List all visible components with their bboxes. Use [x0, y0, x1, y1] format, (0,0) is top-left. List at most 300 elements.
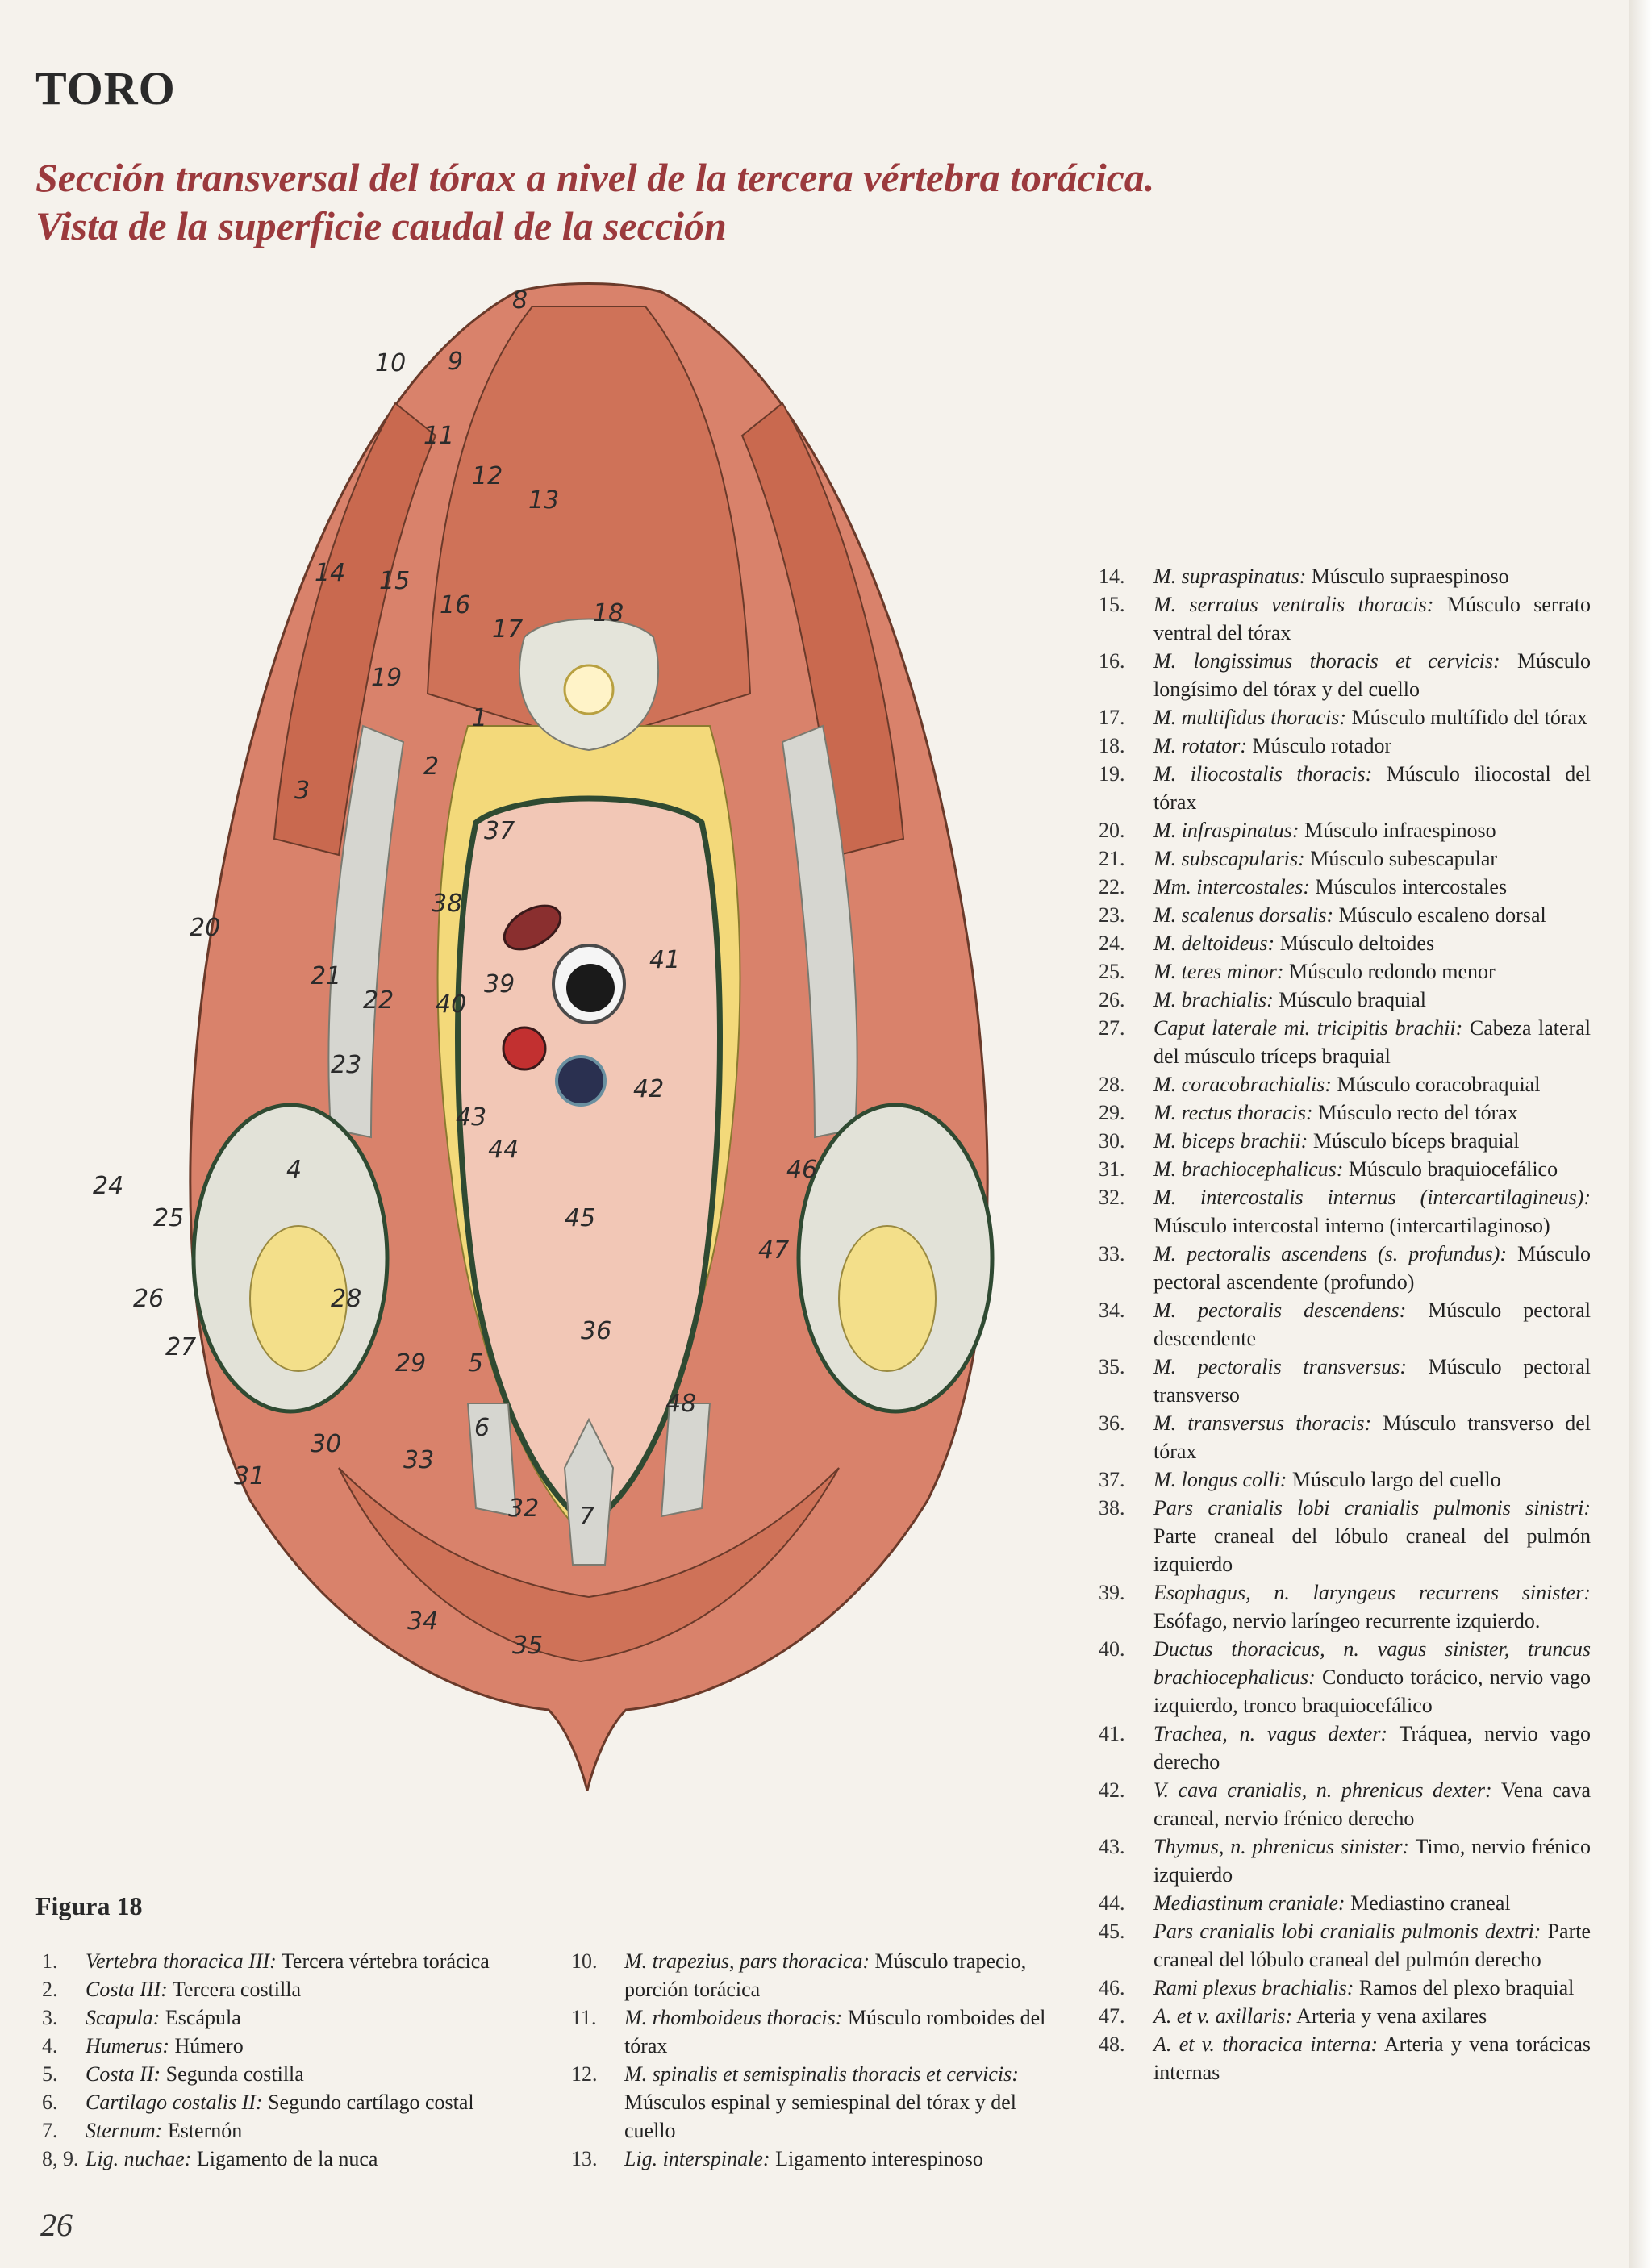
legend-spanish-term: Músculo braquial	[1279, 988, 1426, 1011]
label-38: 38	[432, 890, 463, 918]
legend-latin-term: Scapula:	[86, 2006, 161, 2029]
legend-item	[1099, 562, 1591, 590]
legend-item	[1099, 1155, 1591, 1183]
legend-item	[1099, 816, 1591, 844]
legend-number: 28.	[1099, 1073, 1125, 1096]
legend-item	[1099, 1635, 1591, 1720]
label-45: 45	[565, 1204, 596, 1232]
legend-spanish-term: Tercera vértebra torácica	[281, 1949, 490, 1973]
legend-text	[1153, 957, 1591, 986]
legend-latin-term: M. rhomboideus thoracis:	[624, 2006, 843, 2029]
legend-number: 27.	[1099, 1016, 1125, 1040]
legend-text	[86, 1947, 558, 1975]
legend-latin-term: M. deltoideus:	[1153, 932, 1275, 955]
label-28: 28	[331, 1285, 362, 1313]
legend-spanish-term: Músculo trapecio, porción torácica	[624, 1949, 1027, 2001]
legend-text	[86, 2088, 558, 2116]
legend-number: 13.	[571, 2147, 598, 2170]
legend-text	[1153, 1465, 1591, 1494]
legend-latin-term: Humerus:	[86, 2034, 169, 2057]
legend-number: 19.	[1099, 762, 1125, 786]
page-subtitle	[35, 153, 1407, 250]
legend-latin-term: Caput laterale mi. tricipitis brachii:	[1153, 1016, 1463, 1040]
legend-spanish-term: Parte craneal del lóbulo craneal del pulmón izquierdo	[1153, 1524, 1591, 1576]
legend-spanish-term: Mediastino craneal	[1350, 1891, 1511, 1915]
legend-item	[571, 2060, 1071, 2145]
legend-spanish-term: Segunda costilla	[165, 2062, 304, 2086]
legend-spanish-term: Músculo subescapular	[1310, 847, 1498, 870]
legend-text	[1153, 844, 1591, 873]
legend-latin-term: M. rectus thoracis:	[1153, 1101, 1313, 1124]
legend-spanish-term: Músculo multífido del tórax	[1351, 706, 1588, 729]
subtitle-line-2: Vista de la superficie caudal de la sección	[35, 203, 727, 248]
label-5: 5	[468, 1349, 484, 1378]
legend-item	[42, 2088, 558, 2116]
legend-latin-term: Pars cranialis lobi cranialis pulmonis dextri:	[1153, 1920, 1541, 1943]
legend-text	[1153, 562, 1591, 590]
legend-text	[1153, 1889, 1591, 1917]
legend-latin-term: M. multifidus thoracis:	[1153, 706, 1347, 729]
costal-cartilage-right	[661, 1403, 710, 1516]
legend-text	[1153, 873, 1591, 901]
legend-latin-term: M. trapezius, pars thoracica:	[624, 1949, 870, 1973]
legend-spanish-term: Músculo deltoides	[1279, 932, 1435, 955]
label-41: 41	[649, 946, 681, 974]
label-42: 42	[633, 1075, 665, 1103]
legend-latin-term: M. brachiocephalicus:	[1153, 1157, 1344, 1181]
legend-text	[1153, 1127, 1591, 1155]
legend-item	[1099, 760, 1591, 816]
legend-spanish-term: Músculo iliocostal del tórax	[1153, 762, 1591, 814]
legend-spanish-term: Tráquea, nervio vago derecho	[1153, 1722, 1591, 1774]
label-17: 17	[492, 615, 524, 644]
legend-item	[1099, 647, 1591, 703]
legend-number: 5.	[42, 2062, 58, 2086]
legend-text	[1153, 1917, 1591, 1974]
legend-latin-term: Trachea, n. vagus dexter:	[1153, 1722, 1388, 1745]
legend-spanish-term: Timo, nervio frénico izquierdo	[1153, 1835, 1591, 1887]
label-34: 34	[407, 1607, 439, 1636]
legend-item	[1099, 1917, 1591, 1974]
legend-number: 37.	[1099, 1468, 1125, 1491]
legend-number: 23.	[1099, 903, 1125, 927]
legend-number: 32.	[1099, 1186, 1125, 1209]
legend-number: 30.	[1099, 1129, 1125, 1153]
legend-number: 34.	[1099, 1299, 1125, 1322]
legend-latin-term: V. cava cranialis, n. phrenicus dexter:	[1153, 1778, 1492, 1802]
legend-latin-term: M. spinalis et semispinalis thoracis et cervicis:	[624, 2062, 1019, 2086]
legend-text	[1153, 1296, 1591, 1353]
legend-number: 35.	[1099, 1355, 1125, 1378]
legend-number: 38.	[1099, 1496, 1125, 1520]
legend-spanish-term: Escápula	[165, 2006, 241, 2029]
legend-text	[1153, 986, 1591, 1014]
legend-number: 40.	[1099, 1637, 1125, 1661]
legend-number: 14.	[1099, 565, 1125, 588]
legend-text	[1153, 703, 1591, 732]
legend-latin-term: A. et v. axillaris:	[1153, 2004, 1293, 2028]
legend-latin-term: M. iliocostalis thoracis:	[1153, 762, 1373, 786]
legend-text	[86, 2003, 558, 2032]
legend-item	[42, 2145, 558, 2173]
legend-number: 7.	[42, 2119, 58, 2142]
legend-item	[1099, 1578, 1591, 1635]
legend-item	[1099, 1832, 1591, 1889]
legend-item	[571, 1947, 1071, 2003]
legend-number: 48.	[1099, 2032, 1125, 2056]
label-2: 2	[423, 753, 440, 781]
legend-text	[86, 1975, 558, 2003]
legend-text	[624, 2145, 1071, 2173]
legend-item	[1099, 844, 1591, 873]
label-4: 4	[286, 1156, 302, 1184]
legend-latin-term: Costa II:	[86, 2062, 161, 2086]
label-10: 10	[375, 349, 407, 377]
legend-item	[1099, 703, 1591, 732]
legend-latin-term: Mediastinum craniale:	[1153, 1891, 1345, 1915]
legend-text	[624, 2060, 1071, 2145]
legend-latin-term: Lig. nuchae:	[86, 2147, 192, 2170]
label-8: 8	[512, 286, 528, 315]
legend-number: 45.	[1099, 1920, 1125, 1943]
label-11: 11	[423, 422, 455, 450]
legend-item	[1099, 1240, 1591, 1296]
label-18: 18	[593, 599, 624, 627]
page-edge	[1629, 0, 1652, 2268]
legend-item	[1099, 590, 1591, 647]
figure-caption: Figura 18	[35, 1891, 143, 1920]
brachiocephalic-trunk	[503, 1028, 545, 1069]
legend-spanish-term: Esófago, nervio laríngeo recurrente izquierdo.	[1153, 1609, 1541, 1632]
legend-item	[1099, 1014, 1591, 1070]
label-43: 43	[456, 1103, 487, 1132]
legend-spanish-term: Conducto torácico, nervio vago izquierdo, tronco braquiocefálico	[1153, 1666, 1592, 1717]
legend-spanish-term: Músculo largo del cuello	[1291, 1468, 1501, 1491]
label-19: 19	[371, 664, 403, 692]
legend-latin-term: M. pectoralis transversus:	[1153, 1355, 1407, 1378]
legend-item	[1099, 1183, 1591, 1240]
legend-text	[1153, 647, 1591, 703]
legend-text	[1153, 1720, 1591, 1776]
legend-latin-term: Thymus, n. phrenicus sinister:	[1153, 1835, 1410, 1858]
legend-number: 26.	[1099, 988, 1125, 1011]
label-26: 26	[133, 1285, 165, 1313]
legend-number: 12.	[571, 2062, 598, 2086]
legend-spanish-term: Ligamento interespinoso	[775, 2147, 983, 2170]
legend-text	[1153, 2002, 1591, 2030]
label-23: 23	[331, 1051, 362, 1079]
label-13: 13	[528, 486, 560, 515]
legend-item	[571, 2145, 1071, 2173]
legend-number: 29.	[1099, 1101, 1125, 1124]
label-35: 35	[512, 1632, 544, 1660]
label-1: 1	[472, 704, 488, 732]
legend-text	[1153, 1832, 1591, 1889]
legend-text	[1153, 1409, 1591, 1465]
legend-item	[1099, 1409, 1591, 1465]
legend-text	[1153, 816, 1591, 844]
legend-item	[1099, 1296, 1591, 1353]
legend-latin-term: M. longus colli:	[1153, 1468, 1287, 1491]
legend-spanish-term: Músculo serrato ventral del tórax	[1153, 593, 1592, 644]
label-12: 12	[472, 462, 503, 490]
legend-item	[1099, 2002, 1591, 2030]
legend-latin-term: M. brachialis:	[1153, 988, 1274, 1011]
legend-spanish-term: Segundo cartílago costal	[268, 2091, 474, 2114]
legend-spanish-term: Músculo romboides del tórax	[624, 2006, 1046, 2057]
legend-number: 33.	[1099, 1242, 1125, 1265]
legend-text	[1153, 1099, 1591, 1127]
legend-spanish-term: Músculos intercostales	[1315, 875, 1508, 898]
legend-number: 41.	[1099, 1722, 1125, 1745]
legend-spanish-term: Vena cava craneal, nervio frénico derecho	[1153, 1778, 1591, 1830]
legend-spanish-term: Músculo pectoral descendente	[1153, 1299, 1591, 1350]
legend-item	[571, 2003, 1071, 2060]
legend-spanish-term: Cabeza lateral del músculo tríceps braquial	[1153, 1016, 1591, 1068]
legend-text	[1153, 1494, 1591, 1578]
legend-latin-term: M. supraspinatus:	[1153, 565, 1307, 588]
page-number: 26	[40, 2207, 73, 2243]
legend-number: 2.	[42, 1978, 58, 2001]
label-9: 9	[448, 348, 464, 376]
legend-text	[1153, 732, 1591, 760]
legend-latin-term: M. pectoralis descendens:	[1153, 1299, 1407, 1322]
legend-number: 36.	[1099, 1411, 1125, 1435]
legend-text	[1153, 760, 1591, 816]
legend-number: 3.	[42, 2006, 58, 2029]
legend-spanish-term: Músculo infraespinoso	[1304, 819, 1496, 842]
legend-text	[1153, 1353, 1591, 1409]
legend-spanish-term: Músculo rotador	[1252, 734, 1392, 757]
legend-text	[86, 2116, 558, 2145]
label-44: 44	[488, 1136, 519, 1164]
legend-item	[1099, 901, 1591, 929]
legend-latin-term: Vertebra thoracica III:	[86, 1949, 277, 1973]
legend-item	[1099, 1127, 1591, 1155]
legend-latin-term: M. teres minor:	[1153, 960, 1284, 983]
label-29: 29	[395, 1349, 427, 1378]
legend-latin-term: Ductus thoracicus, n. vagus sinister, truncus brachiocephalicus:	[1153, 1637, 1591, 1689]
legend-latin-term: M. serratus ventralis thoracis:	[1153, 593, 1434, 616]
label-16: 16	[440, 591, 471, 619]
label-25: 25	[153, 1204, 185, 1232]
legend-latin-term: M. rotator:	[1153, 734, 1248, 757]
legend-number: 39.	[1099, 1581, 1125, 1604]
legend-spanish-term: Ramos del plexo braquial	[1358, 1976, 1575, 1999]
legend-latin-term: Mm. intercostales:	[1153, 875, 1310, 898]
label-40: 40	[436, 990, 467, 1019]
legend-spanish-term: Músculo intercostal interno (intercartilaginoso)	[1153, 1214, 1550, 1237]
legend-number: 20.	[1099, 819, 1125, 842]
legend-text	[1153, 1578, 1591, 1635]
legend-text	[86, 2060, 558, 2088]
legend-item	[1099, 1720, 1591, 1776]
legend-number: 31.	[1099, 1157, 1125, 1181]
legend-spanish-term: Músculo transverso del tórax	[1153, 1411, 1592, 1463]
legend-text	[1153, 1155, 1591, 1183]
legend-text	[624, 1947, 1071, 2003]
legend-text	[1153, 901, 1591, 929]
legend-number: 24.	[1099, 932, 1125, 955]
legend-latin-term: Lig. interspinale:	[624, 2147, 770, 2170]
legend-spanish-term: Músculos espinal y semiespinal del tórax y del cuello	[624, 2091, 1016, 2142]
anatomical-illustration	[93, 274, 1097, 1807]
legend-right	[1099, 562, 1591, 2087]
legend-spanish-term: Músculo recto del tórax	[1318, 1101, 1518, 1124]
legend-latin-term: A. et v. thoracica interna:	[1153, 2032, 1378, 2056]
legend-text	[624, 2003, 1071, 2060]
legend-number: 43.	[1099, 1835, 1125, 1858]
legend-item	[1099, 1070, 1591, 1099]
legend-number: 8, 9.	[42, 2147, 79, 2170]
legend-number: 16.	[1099, 649, 1125, 673]
legend-spanish-term: Esternón	[167, 2119, 243, 2142]
legend-text	[1153, 1183, 1591, 1240]
legend-item	[1099, 929, 1591, 957]
legend-item	[1099, 1974, 1591, 2002]
legend-text	[1153, 590, 1591, 647]
legend-text	[1153, 1974, 1591, 2002]
legend-spanish-term: Húmero	[174, 2034, 244, 2057]
legend-latin-term: Esophagus, n. laryngeus recurrens sinister:	[1153, 1581, 1591, 1604]
legend-latin-term: Rami plexus brachialis:	[1153, 1976, 1354, 1999]
vena-cava	[557, 1057, 605, 1105]
legend-item	[42, 1947, 558, 1975]
label-33: 33	[403, 1446, 435, 1474]
legend-number: 46.	[1099, 1976, 1125, 1999]
thorax-cross-section	[93, 274, 1097, 1807]
legend-latin-term: Sternum:	[86, 2119, 163, 2142]
label-32: 32	[508, 1495, 540, 1523]
legend-number: 10.	[571, 1949, 598, 1973]
legend-spanish-term: Músculo pectoral ascendente (profundo)	[1153, 1242, 1591, 1294]
label-21: 21	[311, 962, 342, 990]
legend-item	[1099, 1353, 1591, 1409]
legend-spanish-term: Músculo pectoral transverso	[1153, 1355, 1591, 1407]
legend-spanish-term: Músculo bíceps braquial	[1312, 1129, 1520, 1153]
legend-spanish-term: Músculo coracobraquial	[1337, 1073, 1541, 1096]
legend-number: 6.	[42, 2091, 58, 2114]
legend-latin-term: M. coracobrachialis:	[1153, 1073, 1332, 1096]
legend-item	[1099, 986, 1591, 1014]
legend-spanish-term: Músculo escaleno dorsal	[1338, 903, 1546, 927]
legend-spanish-term: Ligamento de la nuca	[196, 2147, 378, 2170]
legend-latin-term: Cartilago costalis II:	[86, 2091, 263, 2114]
legend-latin-term: M. pectoralis ascendens (s. profundus):	[1153, 1242, 1508, 1265]
label-7: 7	[579, 1503, 595, 1531]
label-39: 39	[484, 970, 515, 999]
legend-left	[42, 1947, 558, 2173]
legend-item	[1099, 2030, 1591, 2087]
legend-item	[42, 2060, 558, 2088]
legend-latin-term: M. longissimus thoracis et cervicis:	[1153, 649, 1500, 673]
legend-item	[42, 1975, 558, 2003]
legend-latin-term: M. biceps brachii:	[1153, 1129, 1308, 1153]
legend-number: 47.	[1099, 2004, 1125, 2028]
legend-number: 17.	[1099, 706, 1125, 729]
legend-item	[1099, 957, 1591, 986]
label-48: 48	[665, 1390, 697, 1418]
legend-number: 1.	[42, 1949, 58, 1973]
legend-latin-term: M. subscapularis:	[1153, 847, 1305, 870]
label-6: 6	[474, 1414, 490, 1442]
label-37: 37	[484, 817, 515, 845]
legend-spanish-term: Músculo redondo menor	[1289, 960, 1496, 983]
legend-text	[1153, 1240, 1591, 1296]
legend-number: 44.	[1099, 1891, 1125, 1915]
legend-spanish-term: Músculo braquiocefálico	[1348, 1157, 1558, 1181]
legend-spanish-term: Tercera costilla	[172, 1978, 301, 2001]
legend-spanish-term: Músculo supraespinoso	[1311, 565, 1509, 588]
label-31: 31	[234, 1462, 265, 1490]
legend-text	[1153, 2030, 1591, 2087]
legend-number: 4.	[42, 2034, 58, 2057]
legend-text	[86, 2145, 558, 2173]
legend-item	[1099, 1889, 1591, 1917]
legend-text	[1153, 1776, 1591, 1832]
legend-item	[42, 2116, 558, 2145]
legend-item	[1099, 1099, 1591, 1127]
legend-item	[42, 2003, 558, 2032]
legend-latin-term: M. scalenus dorsalis:	[1153, 903, 1334, 927]
legend-middle	[571, 1947, 1071, 2173]
legend-spanish-term: Arteria y vena torácicas internas	[1153, 2032, 1591, 2084]
legend-text	[1153, 929, 1591, 957]
label-27: 27	[165, 1333, 197, 1361]
label-24: 24	[93, 1172, 124, 1200]
trachea-lumen	[566, 964, 615, 1012]
label-15: 15	[379, 567, 411, 595]
label-20: 20	[190, 914, 221, 942]
legend-spanish-term: Músculo longísimo del tórax y del cuello	[1153, 649, 1591, 701]
legend-text	[1153, 1070, 1591, 1099]
legend-spanish-term: Arteria y vena axilares	[1296, 2004, 1487, 2028]
legend-item	[42, 2032, 558, 2060]
legend-item	[1099, 1465, 1591, 1494]
legend-number: 42.	[1099, 1778, 1125, 1802]
legend-number: 18.	[1099, 734, 1125, 757]
label-36: 36	[581, 1317, 612, 1345]
legend-item	[1099, 732, 1591, 760]
legend-spanish-term: Parte craneal del lóbulo craneal del pulmón derecho	[1153, 1920, 1592, 1971]
legend-item	[1099, 873, 1591, 901]
legend-text	[1153, 1635, 1591, 1720]
legend-latin-term: Costa III:	[86, 1978, 168, 2001]
legend-latin-term: M. intercostalis internus (intercartilagineus):	[1153, 1186, 1591, 1209]
legend-latin-term: M. infraspinatus:	[1153, 819, 1299, 842]
vertebral-canal	[565, 665, 613, 714]
legend-number: 21.	[1099, 847, 1125, 870]
legend-latin-term: M. transversus thoracis:	[1153, 1411, 1372, 1435]
legend-item	[1099, 1776, 1591, 1832]
label-30: 30	[311, 1430, 342, 1458]
legend-number: 15.	[1099, 593, 1125, 616]
right-humerus-marrow	[839, 1226, 936, 1371]
label-22: 22	[363, 986, 394, 1015]
legend-latin-term: Pars cranialis lobi cranialis pulmonis sinistri:	[1153, 1496, 1591, 1520]
label-47: 47	[758, 1236, 790, 1265]
legend-item	[1099, 1494, 1591, 1578]
legend-text	[1153, 1014, 1591, 1070]
legend-number: 25.	[1099, 960, 1125, 983]
chapter-title: TORO	[35, 62, 176, 115]
label-3: 3	[294, 777, 311, 805]
subtitle-line-1: Sección transversal del tórax a nivel de la tercera vértebra torácica.	[35, 155, 1155, 200]
legend-number: 22.	[1099, 875, 1125, 898]
legend-number: 11.	[571, 2006, 597, 2029]
legend-text	[86, 2032, 558, 2060]
label-46: 46	[786, 1156, 818, 1184]
